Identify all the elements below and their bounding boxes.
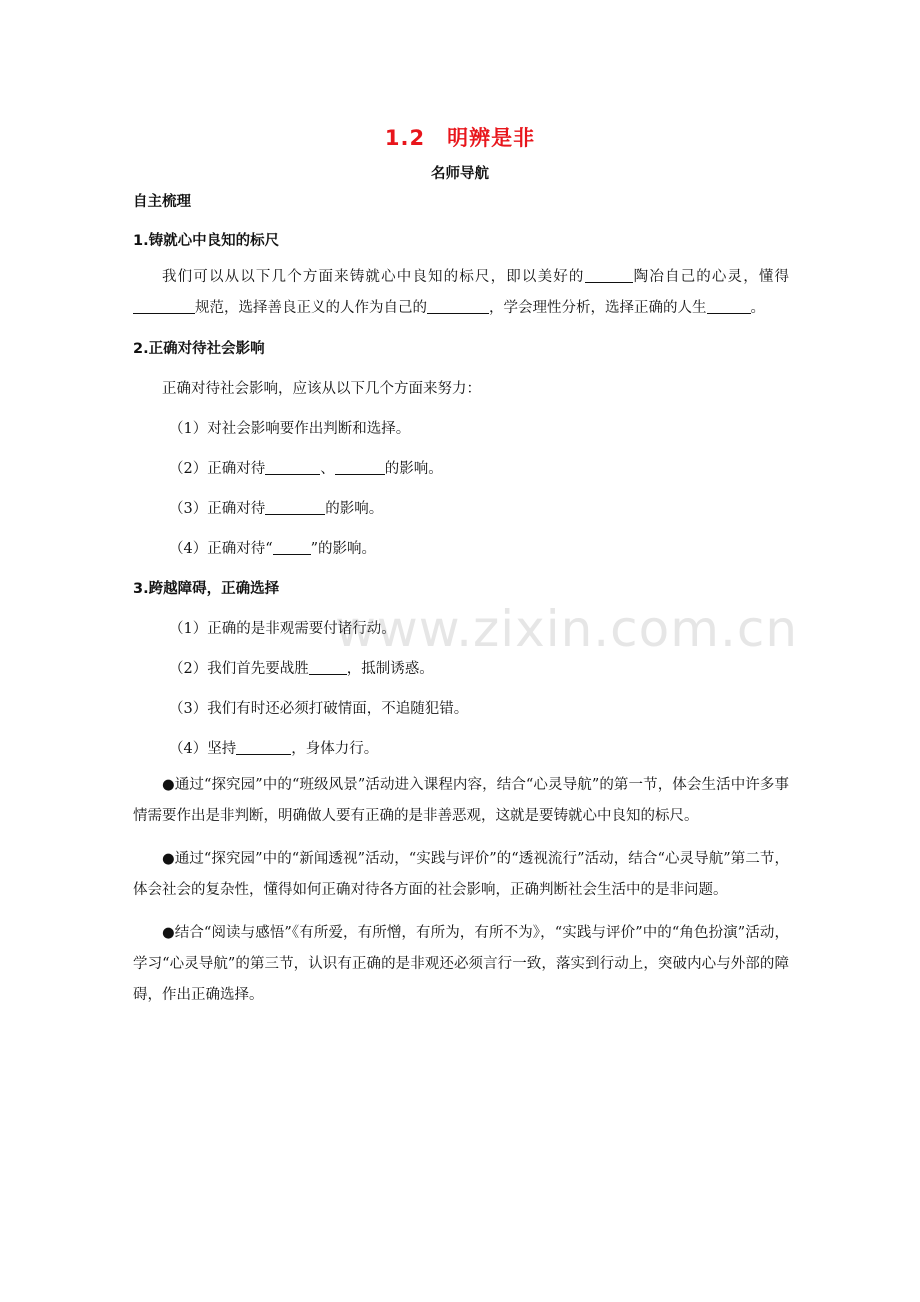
part2-item3 — [133, 500, 789, 518]
part2-item3-a: （3）正确对待 — [169, 501, 266, 517]
part3-item4-a: （4）坚持 — [169, 741, 237, 757]
fill-blank — [265, 460, 320, 475]
part1-heading: 1.铸就心中良知的标尺 — [133, 233, 280, 249]
title-number: 1.2 — [384, 126, 426, 150]
part3-item2 — [133, 660, 789, 678]
part2-heading: 2.正确对待社会影响 — [133, 341, 265, 357]
fill-blank — [265, 500, 325, 515]
part3-heading: 3.跨越障碍，正确选择 — [133, 581, 280, 597]
fill-blank — [585, 268, 633, 283]
part1-text-e: 。 — [750, 300, 765, 316]
part2-item2-a: （2）正确对待 — [169, 461, 266, 477]
fill-blank — [707, 299, 751, 314]
part3-item2-a: （2）我们首先要战胜 — [169, 661, 309, 677]
part2-item1: （1）对社会影响要作出判断和选择。 — [169, 421, 411, 437]
fill-blank — [427, 299, 489, 314]
bullet-paragraph-3: ●结合“阅读与感悟”《有所爱，有所憎，有所为，有所不为》，“实践与评价”中的“角色扮演”活动，学习“心灵导航”的第三节，认识有正确的是非观还必须言行一致，落实到行动上，突破内心与外部的障碍，作出正确选择。 — [133, 925, 789, 1003]
part2-item2-c: 的影响。 — [384, 461, 443, 477]
watermark: www.zixin.com.cn — [335, 600, 799, 658]
part2-intro: 正确对待社会影响，应该从以下几个方面来努力： — [162, 381, 481, 397]
fill-blank — [236, 740, 291, 755]
subtitle: 名师导航 — [431, 166, 489, 182]
bullet-paragraph-2: ●通过“探究园”中的“新闻透视”活动，“实践与评价”的“透视流行”活动，结合“心灵导航”第二节，体会社会的复杂性，懂得如何正确对待各方面的社会影响，正确判断社会生活中的是非问题。 — [133, 851, 789, 898]
part3-item3: （3）我们有时还必须打破情面，不追随犯错。 — [169, 701, 469, 717]
part1-text-a: 我们可以从以下几个方面来铸就心中良知的标尺，即以美好的 — [162, 269, 585, 285]
part3-item2-b: ，抵制诱惑。 — [346, 661, 434, 677]
part2-item4-b: ”的影响。 — [310, 541, 377, 557]
part1-text-c: 规范，选择善良正义的人作为自己的 — [195, 300, 427, 316]
section-heading: 自主梳理 — [133, 194, 191, 210]
part2-item2 — [133, 460, 789, 478]
part1-text-b: 陶冶自己的心灵，懂得 — [632, 269, 790, 285]
part3-item1: （1）正确的是非观需要付诸行动。 — [169, 621, 396, 637]
title-text: 明辨是非 — [447, 126, 536, 150]
part1-paragraph — [133, 262, 789, 324]
part2-item4-a: （4）正确对待“ — [169, 541, 273, 557]
fill-blank — [335, 460, 385, 475]
content — [133, 193, 789, 1011]
page-title — [0, 122, 920, 152]
bullet-paragraph-1: ●通过“探究园”中的“班级风景”活动进入课程内容，结合“心灵导航”的第一节，体会生活中许多事情需要作出是非判断，明确做人要有正确的是非善恶观，这就是要铸就心中良知的标尺。 — [133, 777, 789, 824]
part2-item4 — [133, 540, 789, 558]
fill-blank — [273, 540, 311, 555]
fill-blank — [133, 299, 195, 314]
part1-text-d: ，学会理性分析，选择正确的人生 — [489, 300, 707, 316]
part3-item4 — [133, 740, 789, 758]
fill-blank — [309, 660, 347, 675]
part3-item4-b: ，身体力行。 — [291, 741, 379, 757]
part2-item2-b: 、 — [320, 461, 335, 477]
part2-item3-b: 的影响。 — [325, 501, 384, 517]
